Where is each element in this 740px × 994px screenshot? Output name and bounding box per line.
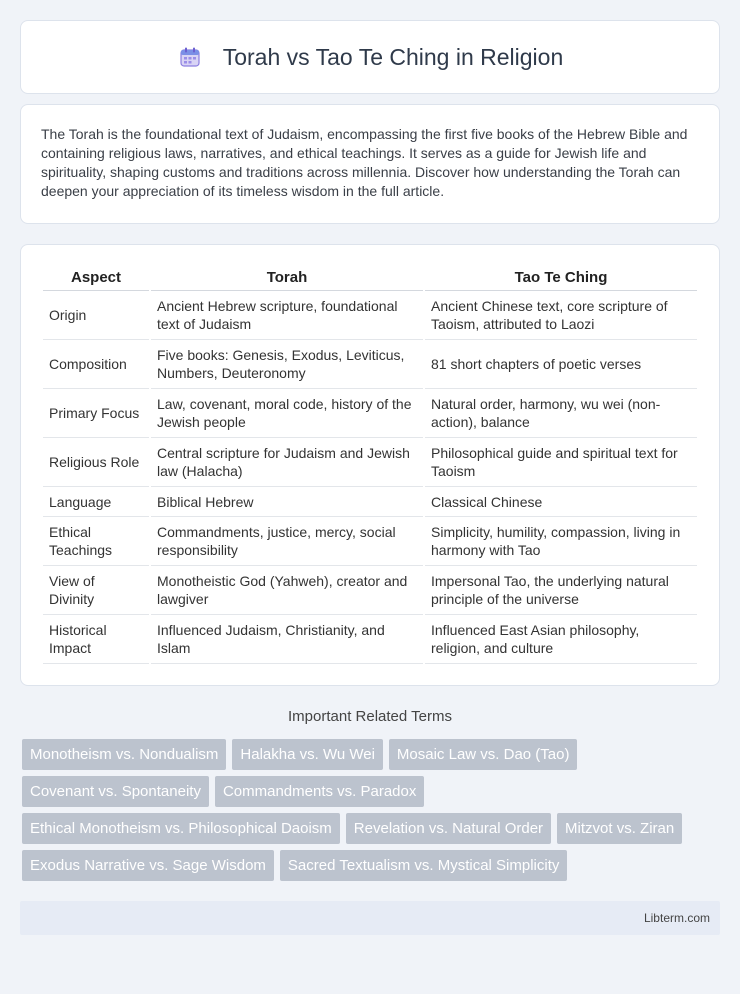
table-row	[43, 615, 697, 664]
related-terms-title: Important Related Terms	[288, 708, 452, 725]
related-term-tag[interactable]: Halakha vs. Wu Wei	[232, 739, 383, 770]
footer	[20, 901, 720, 935]
table-header-row	[43, 265, 697, 291]
related-term-tag[interactable]: Commandments vs. Paradox	[215, 776, 424, 807]
table-cell-torah: Biblical Hebrew	[151, 487, 423, 517]
related-term-tag[interactable]: Sacred Textualism vs. Mystical Simplicity	[280, 850, 567, 881]
table-cell-torah: Law, covenant, moral code, history of the Jewish people	[151, 389, 423, 438]
table-cell-aspect: Primary Focus	[43, 389, 149, 438]
table-cell-aspect: View of Divinity	[43, 566, 149, 615]
intro-section	[20, 104, 720, 224]
table-cell-aspect: Origin	[43, 291, 149, 340]
comparison-table-card	[20, 244, 720, 686]
table-cell-aspect: Ethical Teachings	[43, 517, 149, 566]
related-term-tag[interactable]: Exodus Narrative vs. Sage Wisdom	[22, 850, 274, 881]
table-cell-tao: Ancient Chinese text, core scripture of Taoism, attributed to Laozi	[425, 291, 697, 340]
table-cell-torah: Monotheistic God (Yahweh), creator and lawgiver	[151, 566, 423, 615]
table-cell-tao: 81 short chapters of poetic verses	[425, 340, 697, 389]
related-term-tag[interactable]: Revelation vs. Natural Order	[346, 813, 551, 844]
table-cell-aspect: Historical Impact	[43, 615, 149, 664]
table-row	[43, 517, 697, 566]
table-cell-torah: Ancient Hebrew scripture, foundational text of Judaism	[151, 291, 423, 340]
table-cell-aspect: Composition	[43, 340, 149, 389]
table-cell-torah: Central scripture for Judaism and Jewish law (Halacha)	[151, 438, 423, 487]
table-cell-tao: Impersonal Tao, the underlying natural principle of the universe	[425, 566, 697, 615]
table-cell-torah: Commandments, justice, mercy, social responsibility	[151, 517, 423, 566]
calendar-icon	[177, 44, 203, 70]
column-header-aspect: Aspect	[43, 265, 149, 291]
intro-text: The Torah is the foundational text of Judaism, encompassing the first five books of the Hebrew Bible and containing religious laws, narratives, and ethical teachings. It serves as a guide for Jewish life and spirituality, shaping customs and traditions across millennia. Discover how understanding the Torah can deepen your appreciation of its timeless wisdom in the full article.	[41, 126, 688, 199]
table-cell-torah: Five books: Genesis, Exodus, Leviticus, Numbers, Deuteronomy	[151, 340, 423, 389]
table-row	[43, 487, 697, 517]
table-cell-tao: Simplicity, humility, compassion, living in harmony with Tao	[425, 517, 697, 566]
related-term-tag[interactable]: Mitzvot vs. Ziran	[557, 813, 682, 844]
table-row	[43, 340, 697, 389]
table-cell-torah: Influenced Judaism, Christianity, and Islam	[151, 615, 423, 664]
page-header	[20, 20, 720, 94]
table-row	[43, 389, 697, 438]
related-terms-list	[22, 739, 718, 887]
table-cell-tao: Influenced East Asian philosophy, religion, and culture	[425, 615, 697, 664]
related-term-tag[interactable]: Monotheism vs. Nondualism	[22, 739, 226, 770]
column-header-tao-te-ching: Tao Te Ching	[425, 265, 697, 291]
footer-brand-link[interactable]: Libterm.com	[643, 911, 710, 925]
table-cell-aspect: Language	[43, 487, 149, 517]
related-term-tag[interactable]: Ethical Monotheism vs. Philosophical Daoism	[22, 813, 340, 844]
page-title: Torah vs Tao Te Ching in Religion	[222, 43, 564, 70]
table-cell-tao: Classical Chinese	[425, 487, 697, 517]
table-cell-tao: Natural order, harmony, wu wei (non-action), balance	[425, 389, 697, 438]
related-term-tag[interactable]: Mosaic Law vs. Dao (Tao)	[389, 739, 578, 770]
table-cell-tao: Philosophical guide and spiritual text for Taoism	[425, 438, 697, 487]
table-row	[43, 291, 697, 340]
table-cell-aspect: Religious Role	[43, 438, 149, 487]
table-row	[43, 566, 697, 615]
column-header-torah: Torah	[151, 265, 423, 291]
related-term-tag[interactable]: Covenant vs. Spontaneity	[22, 776, 209, 807]
table-row	[43, 438, 697, 487]
comparison-table	[41, 265, 699, 664]
